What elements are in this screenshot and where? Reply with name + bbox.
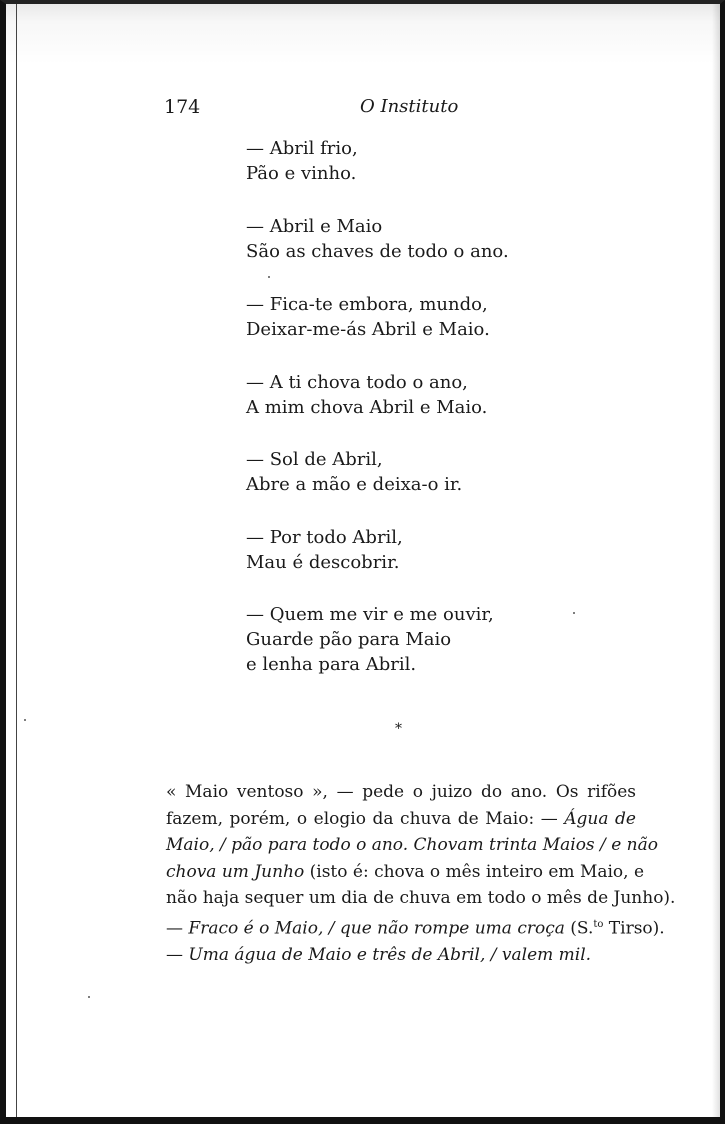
- page-edge-line: [16, 4, 17, 1117]
- proverb-stanza-1: [246, 136, 358, 186]
- proverb-line: — Por todo Abril,: [246, 527, 403, 548]
- print-speck: [268, 276, 270, 278]
- proverb-stanza-2: [246, 214, 509, 264]
- paragraph-line: chova um Junho (isto é: chova o mês inteiro em Maio, e: [166, 861, 645, 882]
- proverb-line: — Sol de Abril,: [246, 449, 383, 470]
- proverb-stanza-3: [246, 292, 490, 342]
- paragraph-line: fazem, porém, o elogio da chuva de Maio: — Água de: [166, 808, 636, 829]
- paragraph-line: Maio, / pão para todo o ano. Chovam trinta Maios / e não: [166, 835, 658, 855]
- commentary-paragraph: [166, 779, 676, 968]
- proverb-stanza-7: [246, 602, 494, 677]
- proverb-line: — Quem me vir e me ouvir,: [246, 604, 494, 625]
- paragraph-line: não haja sequer um dia de chuva em todo o mês de Junho).: [166, 888, 676, 908]
- proverb-line: Pão e vinho.: [246, 163, 357, 184]
- page-edge-shadow: [712, 4, 720, 1117]
- proverb-line: — A ti chova todo o ano,: [246, 372, 468, 393]
- section-separator: *: [395, 721, 402, 737]
- proverb-line: A mim chova Abril e Maio.: [246, 397, 488, 418]
- proverb-line: e lenha para Abril.: [246, 654, 417, 675]
- print-speck: [24, 719, 26, 721]
- proverb-line: Mau é descobrir.: [246, 552, 400, 573]
- proverb-line: — Abril e Maio: [246, 216, 383, 237]
- paragraph-line: — Uma água de Maio e três de Abril, / valem mil.: [166, 944, 592, 965]
- page-number: 174: [164, 96, 201, 118]
- proverb-stanza-6: [246, 525, 403, 575]
- print-speck: [573, 612, 575, 614]
- proverb-line: Guarde pão para Maio: [246, 629, 452, 650]
- paragraph-line: « Maio ventoso », — pede o juizo do ano. Os rifões: [166, 782, 636, 802]
- running-title: O Instituto: [360, 96, 459, 117]
- print-speck: [88, 996, 90, 998]
- proverb-line: Abre a mão e deixa-o ir.: [246, 474, 463, 495]
- proverb-line: Deixar-me-ás Abril e Maio.: [246, 319, 490, 340]
- proverb-line: São as chaves de todo o ano.: [246, 241, 509, 262]
- paragraph-line: — Fraco é o Maio, / que não rompe uma croça (S.$^{to}$ Tirso).: [166, 918, 665, 939]
- proverb-stanza-5: [246, 447, 462, 497]
- proverb-stanza-4: [246, 370, 487, 420]
- proverb-line: — Fica-te embora, mundo,: [246, 294, 488, 315]
- proverb-line: — Abril frio,: [246, 138, 358, 159]
